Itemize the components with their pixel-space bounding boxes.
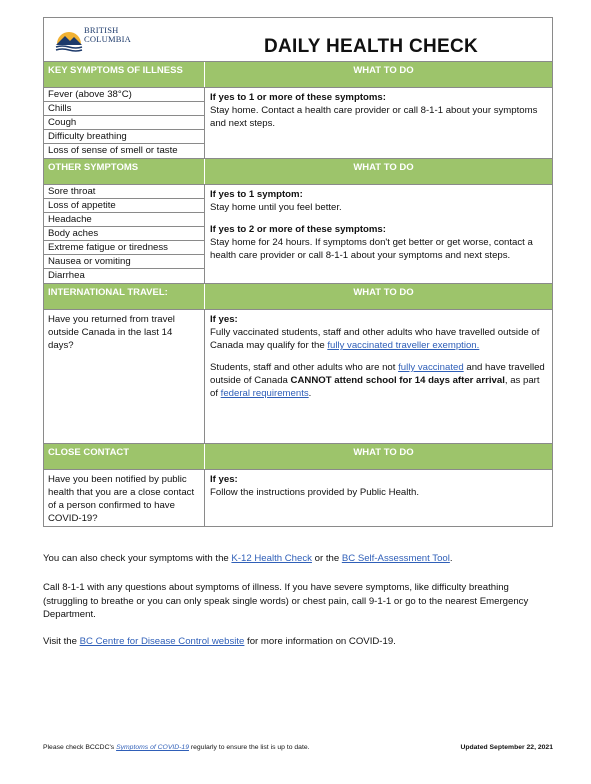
symptom-item: Loss of appetite xyxy=(44,199,204,213)
k12-health-check-link[interactable]: K-12 Health Check xyxy=(231,553,312,564)
instruction-text: Stay home. Contact a health care provider or call 8-1-1 about your symptoms and next steps. xyxy=(210,105,538,129)
travel-paragraph-2: Students, staff and other adults who are not fully vaccinated and have travelled outside of Canada CANNOT attend school for 14 days after arrival, as part of federal requirements. xyxy=(210,362,545,399)
symptom-item: Fever (above 38°C) xyxy=(44,88,204,102)
traveller-exemption-link[interactable]: fully vaccinated traveller exemption. xyxy=(327,340,480,351)
symptom-item: Cough xyxy=(44,116,204,130)
footer-paragraph-3: Visit the BC Centre for Disease Control website for more information on COVID-19. xyxy=(43,636,396,647)
symptom-item: Chills xyxy=(44,102,204,116)
section-title: OTHER SYMPTOMS xyxy=(44,159,205,184)
symptom-item: Sore throat xyxy=(44,185,204,199)
instruction-lead: If yes: xyxy=(210,474,238,485)
bccdc-website-link[interactable]: BC Centre for Disease Control website xyxy=(79,636,245,647)
symptom-item: Loss of sense of smell or taste xyxy=(48,145,178,156)
travel-question: Have you returned from travel outside Canada in the last 14 days? xyxy=(44,310,205,443)
symptom-item: Body aches xyxy=(44,227,204,241)
footer-paragraph-1: You can also check your symptoms with the K-12 Health Check or the BC Self-Assessment Tool. xyxy=(43,553,453,564)
logo-line-1: BRITISH xyxy=(84,25,119,35)
fully-vaccinated-link[interactable]: fully vaccinated xyxy=(398,362,464,373)
updated-date: Updated September 22, 2021 xyxy=(460,744,553,751)
instruction-text: Stay home for 24 hours. If symptoms don't get better or get worse, contact a health care provider or call 8-1-1 about your symptoms and next steps. xyxy=(210,237,533,261)
section-header-other-symptoms xyxy=(44,159,552,185)
bc-sun-mountain-icon xyxy=(54,25,84,55)
instruction-text: Follow the instructions provided by Public Health. xyxy=(210,487,420,498)
federal-requirements-link[interactable]: federal requirements xyxy=(220,388,309,399)
instructions xyxy=(205,88,552,158)
section-header-close-contact xyxy=(44,444,552,470)
section-header-travel xyxy=(44,284,552,310)
symptom-list xyxy=(44,185,205,283)
what-to-do-heading: WHAT TO DO xyxy=(353,162,414,173)
bc-logo xyxy=(54,25,154,55)
logo-line-2: COLUMBIA xyxy=(84,34,131,44)
instruction-lead: If yes: xyxy=(210,314,238,325)
symptom-list xyxy=(44,88,205,158)
instruction-text: Stay home until you feel better. xyxy=(210,202,342,213)
symptom-item: Headache xyxy=(44,213,204,227)
instructions xyxy=(205,185,552,283)
section-body-travel xyxy=(44,310,552,444)
instruction-lead: If yes to 2 or more of these symptoms: xyxy=(210,224,386,235)
health-check-form xyxy=(43,17,553,527)
symptom-item: Diarrhea xyxy=(48,270,85,281)
instruction-lead: If yes to 1 or more of these symptoms: xyxy=(210,92,386,103)
section-title: INTERNATIONAL TRAVEL: xyxy=(44,284,205,309)
instructions xyxy=(205,470,552,526)
what-to-do-heading: WHAT TO DO xyxy=(353,287,414,298)
check-note: Please check BCCDC's Symptoms of COVID-19 regularly to ensure the list is up to date. xyxy=(43,744,310,751)
bc-self-assessment-link[interactable]: BC Self-Assessment Tool xyxy=(341,553,450,564)
section-title: CLOSE CONTACT xyxy=(44,444,205,469)
instruction-lead: If yes to 1 symptom: xyxy=(210,189,303,200)
symptom-item: Difficulty breathing xyxy=(44,130,204,144)
section-header-key-symptoms xyxy=(44,62,552,88)
symptom-item: Extreme fatigue or tiredness xyxy=(44,241,204,255)
contact-question: Have you been notified by public health that you are a close contact of a person confirmed to have COVID-19? xyxy=(44,470,205,526)
form-header xyxy=(44,18,552,62)
bottom-note xyxy=(43,744,553,751)
section-body-close-contact xyxy=(44,470,552,526)
travel-paragraph-1: Fully vaccinated students, staff and other adults who have travelled outside of Canada may qualify for the fully vaccinated traveller exemption. xyxy=(210,327,540,351)
what-to-do-heading: WHAT TO DO xyxy=(353,447,414,458)
section-title: KEY SYMPTOMS OF ILLNESS xyxy=(44,62,205,87)
section-body-other-symptoms xyxy=(44,185,552,284)
logo-wordmark xyxy=(84,26,131,44)
section-body-key-symptoms xyxy=(44,88,552,159)
symptom-item: Nausea or vomiting xyxy=(44,255,204,269)
symptoms-of-covid-link[interactable]: Symptoms of COVID-19 xyxy=(116,744,189,751)
footer-paragraph-2: Call 8-1-1 with any questions about symptoms of illness. If you have severe symptoms, like difficulty breathing (struggling to breathe or you can only speak single words) or chest pain, call 9-1-1 or go to the nearest Emergency Department. xyxy=(43,582,529,620)
instructions xyxy=(205,310,552,443)
page-title: DAILY HEALTH CHECK xyxy=(264,36,479,57)
what-to-do-heading: WHAT TO DO xyxy=(353,65,414,76)
